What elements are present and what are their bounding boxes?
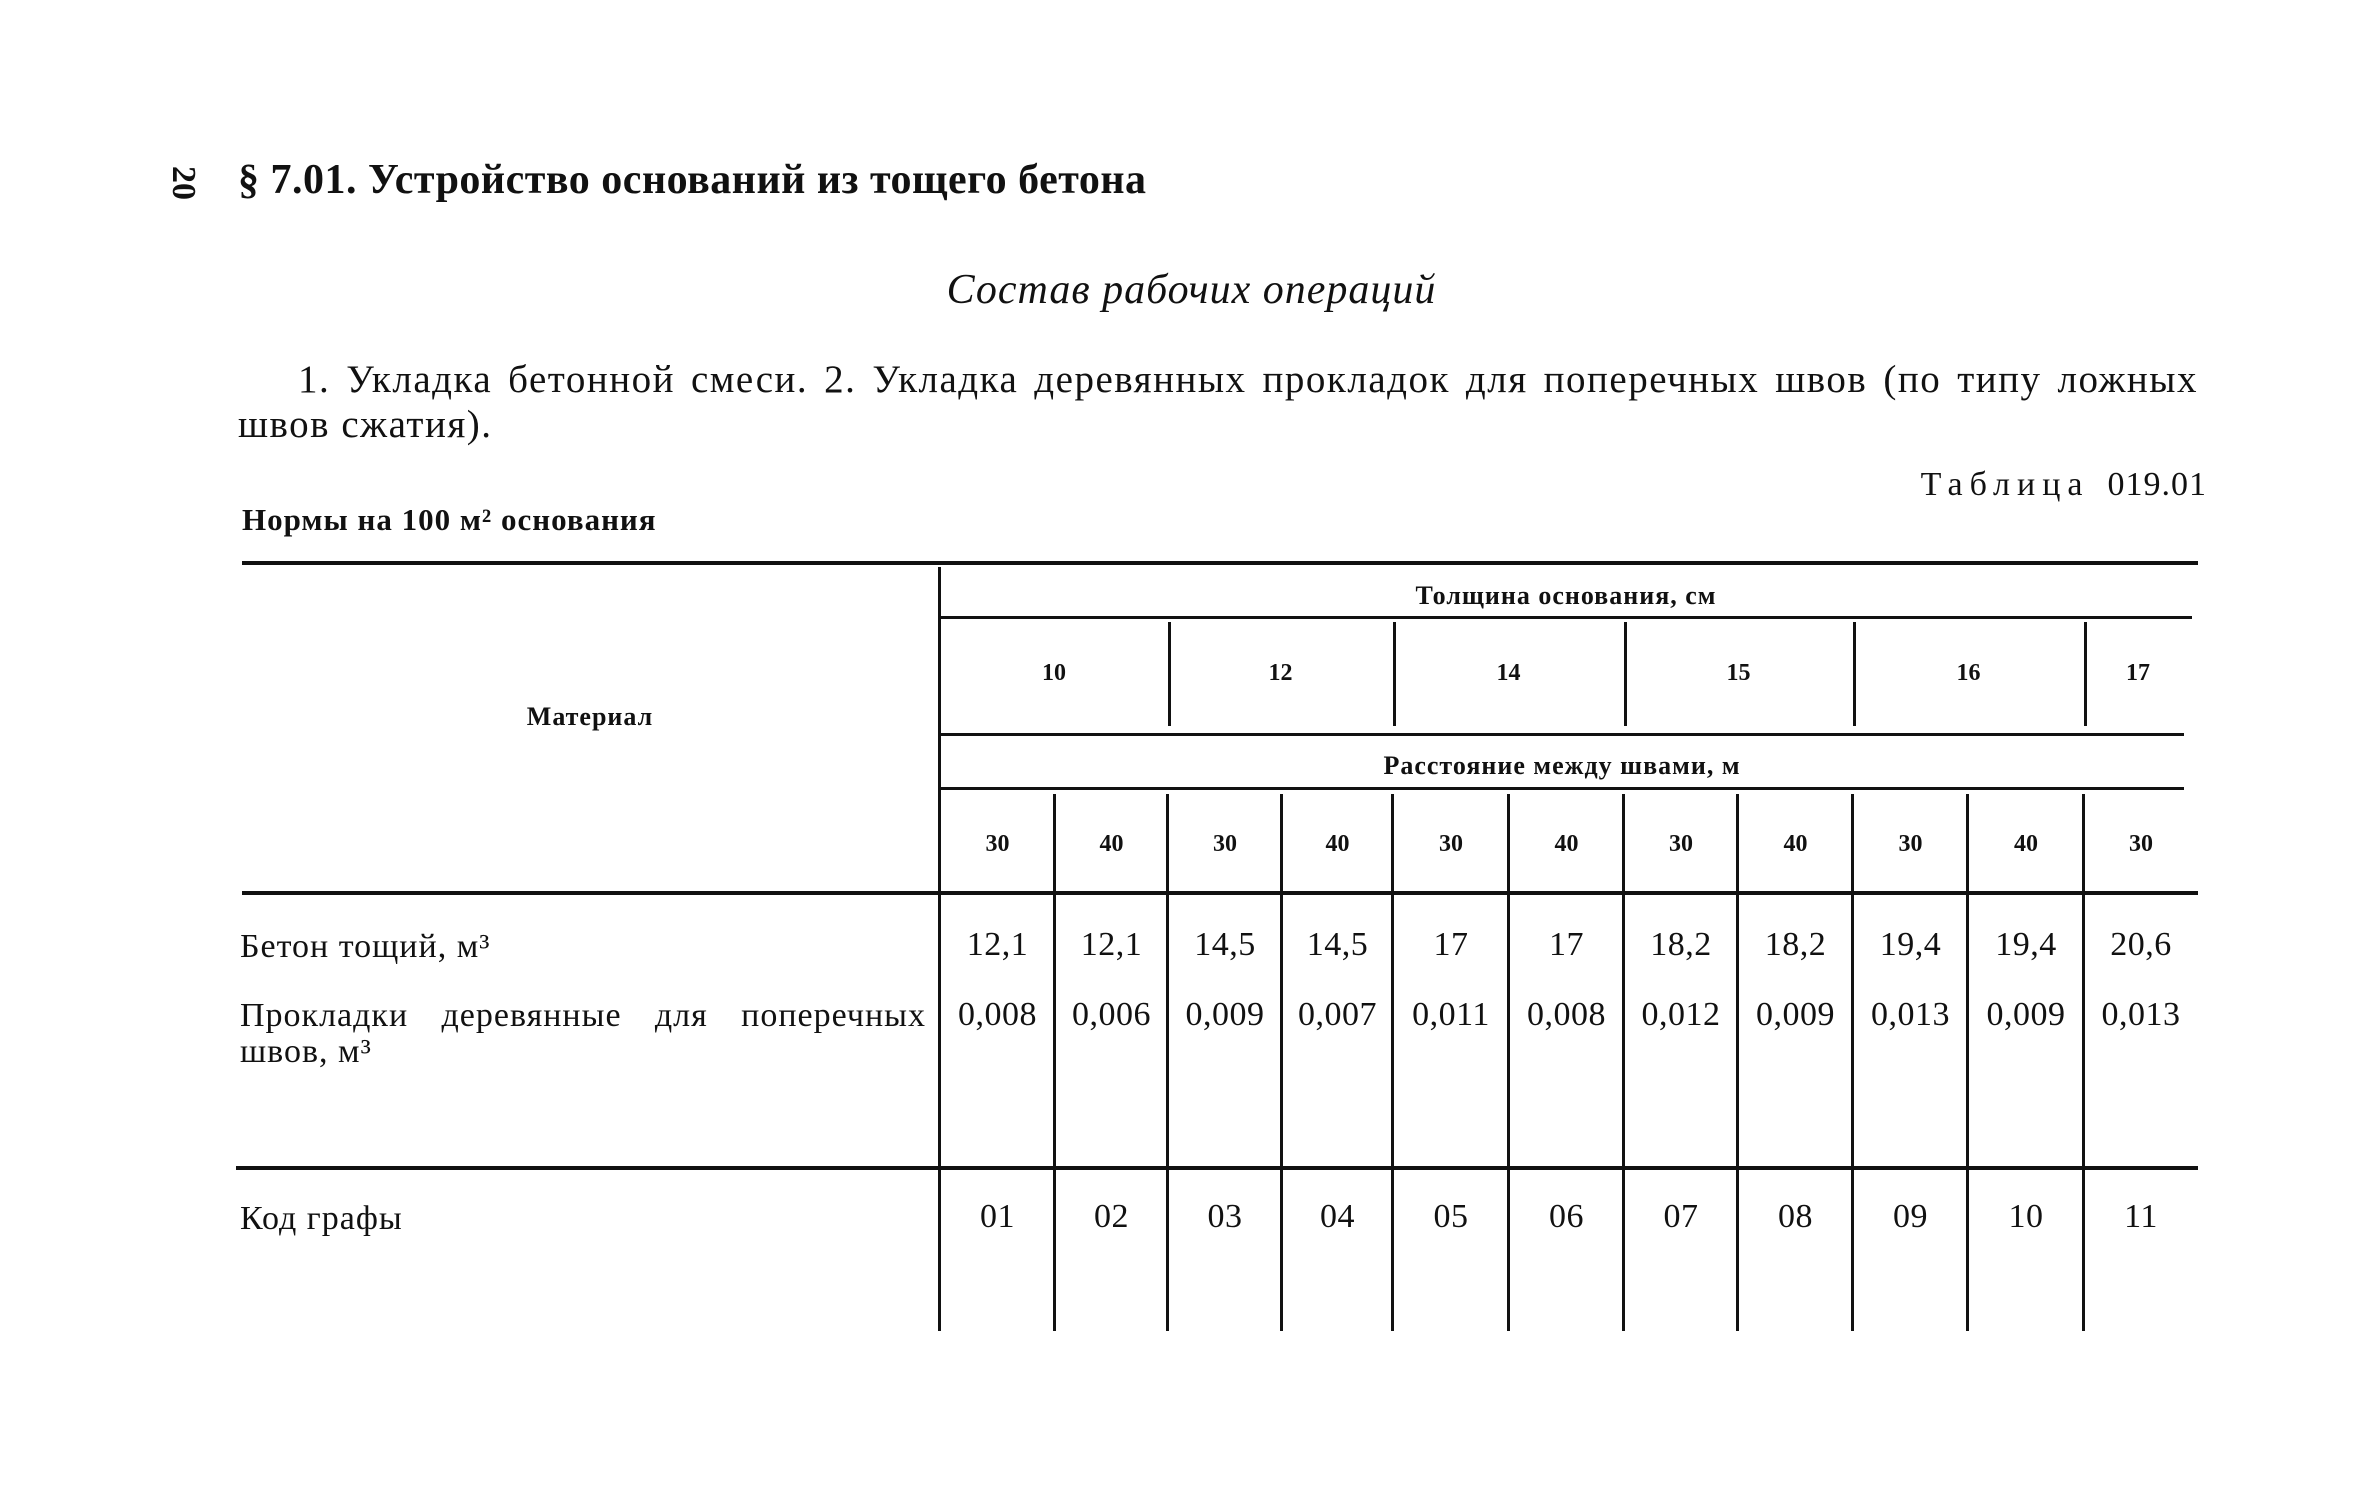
code-value-cell: 01 [980,1198,1015,1235]
distance-header: Расстояние между швами, м [1383,751,1741,780]
code-value-cell: 08 [1778,1198,1813,1235]
row-label-wood-spacers-line1: Прокладки деревянные для поперечных [240,997,926,1034]
concrete-value-cell: 18,2 [1650,926,1712,963]
row-label-wood-spacers-line2: швов, м³ [240,1033,372,1070]
wood-spacers-value-cell: 0,009 [1756,996,1835,1033]
thickness-values-rule [940,733,2184,736]
concrete-value-cell: 20,6 [2110,926,2172,963]
code-value-cell: 04 [1320,1198,1355,1235]
column-divider [1391,794,1394,1331]
concrete-value-cell: 17 [1433,926,1469,963]
wood-spacers-value-cell: 0,009 [1986,996,2066,1033]
thickness-header-rule [940,616,2192,619]
column-divider [1280,794,1283,1331]
distance-value: 30 [1213,831,1237,857]
concrete-value-cell: 14,5 [1306,926,1369,963]
thickness-value-12: 12 [1268,660,1293,686]
thickness-value-10: 10 [1042,660,1066,686]
section-title: § 7.01. Устройство оснований из тощего бетона [238,157,1147,203]
row-label-concrete: Бетон тощий, м³ [240,928,491,965]
code-value-cell: 06 [1549,1198,1584,1235]
thickness-header: Толщина основания, см [1415,581,1717,610]
body-bottom-rule [236,1166,2198,1170]
concrete-value-cell: 12,1 [1080,926,1143,963]
wood-spacers-value-cell: 0,009 [1185,996,1265,1033]
code-value-cell: 05 [1433,1198,1469,1235]
column-divider [1736,794,1739,1331]
wood-spacers-value-cell: 0,008 [958,996,1037,1033]
column-divider [1622,794,1625,1331]
distance-value: 30 [985,831,1010,857]
wood-spacers-value-cell: 0,008 [1527,996,1606,1033]
wood-spacers-value-cell: 0,007 [1298,996,1377,1033]
table-caption-number: 019.01 [2107,466,2207,503]
wood-spacers-value-cell: 0,011 [1412,996,1490,1033]
code-label: Код графы [240,1200,403,1237]
wood-spacers-value-cell: 0,013 [1871,996,1950,1033]
code-value-cell: 11 [2124,1198,2158,1235]
concrete-value-cell: 17 [1549,926,1584,963]
column-divider [1053,794,1056,1331]
concrete-value-cell: 14,5 [1194,926,1256,963]
distance-value: 40 [1783,831,1808,857]
thickness-value-17: 17 [2126,660,2150,686]
distance-value: 30 [1669,831,1693,857]
code-value-cell: 03 [1207,1198,1243,1235]
row-label-wood-spacers [240,998,926,1070]
distance-header-rule [940,787,2184,790]
distance-value: 40 [1554,831,1579,857]
distance-value: 30 [2129,831,2153,857]
column-divider [1966,794,1969,1331]
wood-spacers-value-cell: 0,013 [2101,996,2181,1033]
material-header: Материал [526,702,654,731]
concrete-value-cell: 19,4 [1995,926,2057,963]
column-divider [2082,794,2085,1331]
operations-text: 1. Укладка бетонной смеси. 2. Укладка деревянных прокладок для поперечных швов (по типу ложных швов сжатия). [238,358,2198,446]
distance-value: 40 [1325,831,1350,857]
page-number: 20 [165,166,202,200]
distance-value: 40 [1099,831,1124,857]
concrete-value-cell: 18,2 [1764,926,1827,963]
code-value-cell: 02 [1094,1198,1129,1235]
table-top-rule [242,561,2198,565]
wood-spacers-value-cell: 0,012 [1641,996,1721,1033]
code-value-cell: 09 [1893,1198,1928,1235]
table-caption-word: Таблица [1920,466,2090,503]
norms-heading: Нормы на 100 м² основания [242,502,657,537]
thickness-value-15: 15 [1726,660,1751,686]
thickness-value-14: 14 [1496,660,1521,686]
distance-value: 30 [1439,831,1463,857]
column-divider [1166,794,1169,1331]
operations-heading: Состав рабочих операций [946,267,1437,313]
header-bottom-rule [242,891,2198,895]
code-value-cell: 10 [2008,1198,2044,1235]
code-value-cell: 07 [1663,1198,1699,1235]
concrete-value-cell: 12,1 [966,926,1029,963]
table-caption [1921,466,2207,504]
concrete-value-cell: 19,4 [1879,926,1942,963]
distance-value: 30 [1898,831,1923,857]
column-divider [1507,794,1510,1331]
distance-value: 40 [2014,831,2038,857]
wood-spacers-value-cell: 0,006 [1072,996,1151,1033]
thickness-value-16: 16 [1956,660,1981,686]
column-divider [1851,794,1854,1331]
